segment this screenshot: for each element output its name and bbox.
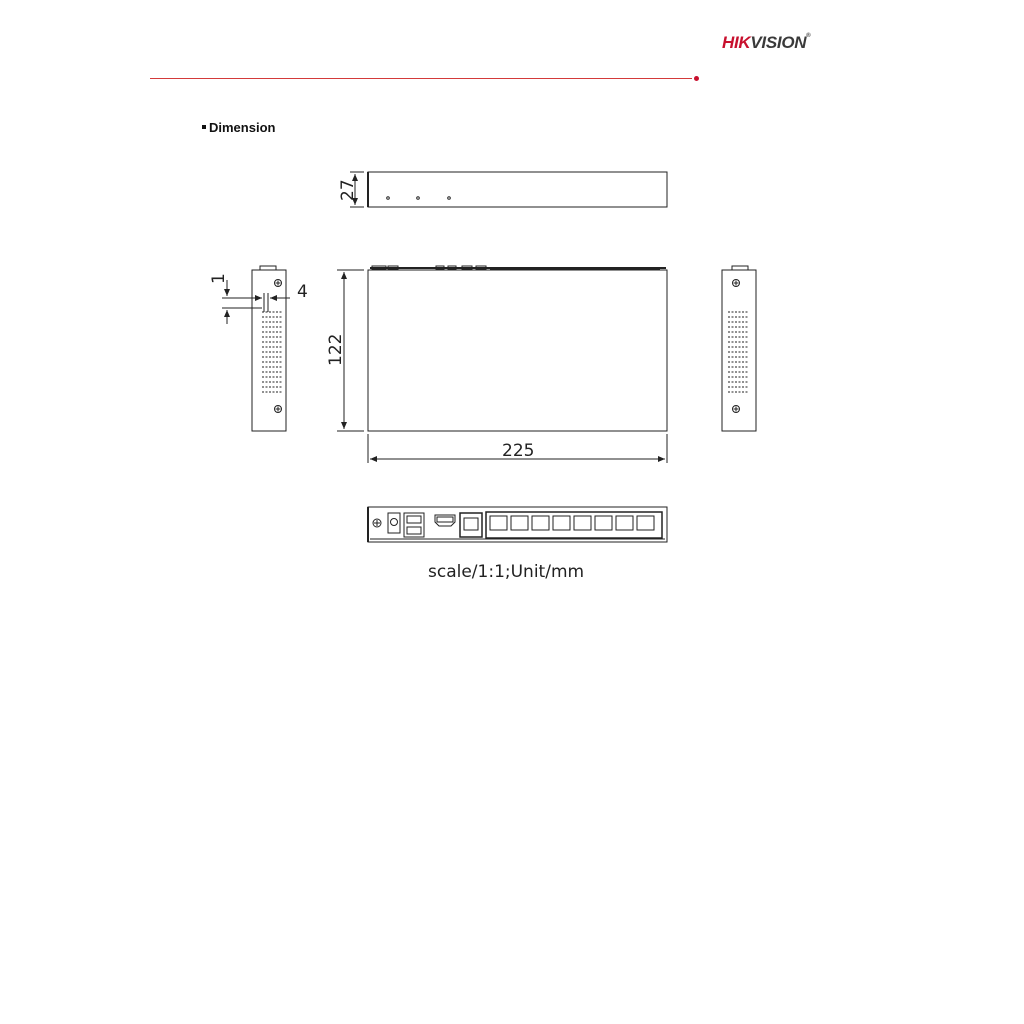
section-title: Dimension — [209, 120, 276, 135]
dim-depth-label: 122 — [326, 333, 346, 366]
right-side-view — [722, 266, 756, 431]
dim-ear-thickness-label: 1 — [209, 273, 229, 284]
drawing-caption: scale/1:1;Unit/mm — [428, 562, 585, 582]
logo-vision: VISION — [750, 33, 807, 52]
left-side-view — [222, 266, 290, 431]
front-view — [350, 172, 667, 207]
logo-hik: HIK — [722, 33, 751, 52]
rear-view — [368, 507, 667, 542]
logo-registered: ® — [806, 33, 811, 39]
top-view — [337, 266, 667, 463]
dim-height-label: 27 — [338, 179, 358, 201]
dim-width-label: 225 — [502, 441, 535, 461]
dim-ear-offset-label: 4 — [297, 282, 308, 302]
